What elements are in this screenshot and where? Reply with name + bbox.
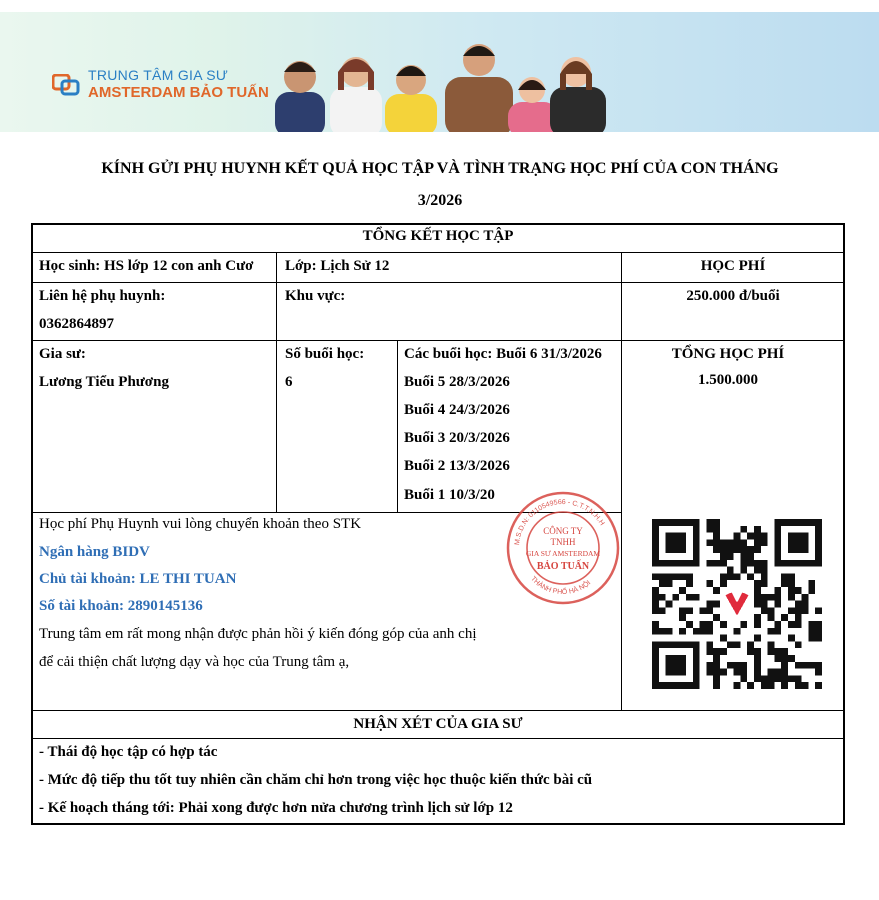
sessions-label: Số buổi học: <box>285 346 365 362</box>
summary-title: TỔNG KẾT HỌC TẬP <box>362 228 514 244</box>
svg-text:M.S.D.N: 0110549566 - C.T.T.N.: M.S.D.N: 0110549566 - C.T.T.N.H.H <box>514 498 606 546</box>
fee-rate: 250.000 đ/buổi <box>686 288 780 304</box>
total-fee-label: TỔNG HỌC PHÍ <box>671 346 785 362</box>
report-title: KÍNH GỬI PHỤ HUYNH KẾT QUẢ HỌC TẬP VÀ TÌNH TRẠNG HỌC PHÍ CỦA CON THÁNG <box>101 160 779 177</box>
student-name: Học sinh: HS lớp 12 con anh Cươ <box>39 258 254 274</box>
company-stamp <box>505 490 621 606</box>
center-logo-icon <box>52 74 80 96</box>
session-item: Buổi 2 13/3/2026 <box>404 458 510 474</box>
total-fee-value: 1.500.000 <box>698 372 758 388</box>
tutor-name: Lương Tiểu Phương <box>39 374 169 390</box>
contact-phone: 0362864897 <box>39 316 114 332</box>
header-banner <box>0 12 879 132</box>
comments-title: NHẬN XÉT CỦA GIA SƯ <box>353 716 523 732</box>
banner-people-photo <box>270 32 610 132</box>
feedback-note: để cải thiện chất lượng dạy và học của Trung tâm ạ, <box>39 654 350 670</box>
feedback-note: Trung tâm em rất mong nhận được phản hồi ý kiến đóng góp của anh chị <box>39 626 477 642</box>
session-item: Các buổi học: Buổi 6 31/3/2026 <box>404 346 602 362</box>
fee-header: HỌC PHÍ <box>700 258 766 274</box>
session-item: Buổi 4 24/3/2026 <box>404 402 510 418</box>
payment-qr-code <box>652 518 822 690</box>
session-item: Buổi 3 20/3/2026 <box>404 430 510 446</box>
svg-text:GIA SƯ AMSTERDAM: GIA SƯ AMSTERDAM <box>525 549 601 558</box>
logo-line1: TRUNG TÂM GIA SƯ <box>88 67 229 83</box>
svg-text:THÀNH PHỐ HÀ NỘI: THÀNH PHỐ HÀ NỘI <box>529 575 593 597</box>
logo-line2: AMSTERDAM BẢO TUẤN <box>88 84 269 101</box>
comment-item: - Kế hoạch tháng tới: Phải xong được hơn nửa chương trình lịch sử lớp 12 <box>39 800 513 816</box>
contact-label: Liên hệ phụ huynh: <box>39 288 166 304</box>
account-number: Số tài khoản: 2890145136 <box>39 598 203 614</box>
comment-item: - Thái độ học tập có hợp tác <box>39 744 218 760</box>
comment-item: - Mức độ tiếp thu tốt tuy nhiên cần chăm chỉ hơn trong việc học thuộc kiến thức bài cũ <box>39 772 593 788</box>
area-label: Khu vực: <box>285 288 346 304</box>
report-month: 3/2026 <box>417 192 463 209</box>
payment-intro: Học phí Phụ Huynh vui lòng chuyển khoản theo STK <box>39 516 362 532</box>
svg-text:TNHH: TNHH <box>550 537 576 547</box>
account-holder: Chủ tài khoản: LE THI TUAN <box>39 571 237 587</box>
sessions-count: 6 <box>285 374 293 390</box>
svg-text:CÔNG TY: CÔNG TY <box>543 526 583 536</box>
session-item: Buổi 5 28/3/2026 <box>404 374 510 390</box>
bank-name: Ngân hàng BIDV <box>39 544 150 560</box>
session-item: Buổi 1 10/3/20 <box>404 487 495 503</box>
class-name: Lớp: Lịch Sử 12 <box>285 258 390 274</box>
tutor-label: Gia sư: <box>39 346 86 362</box>
svg-text:BẢO TUẤN: BẢO TUẤN <box>536 561 590 572</box>
